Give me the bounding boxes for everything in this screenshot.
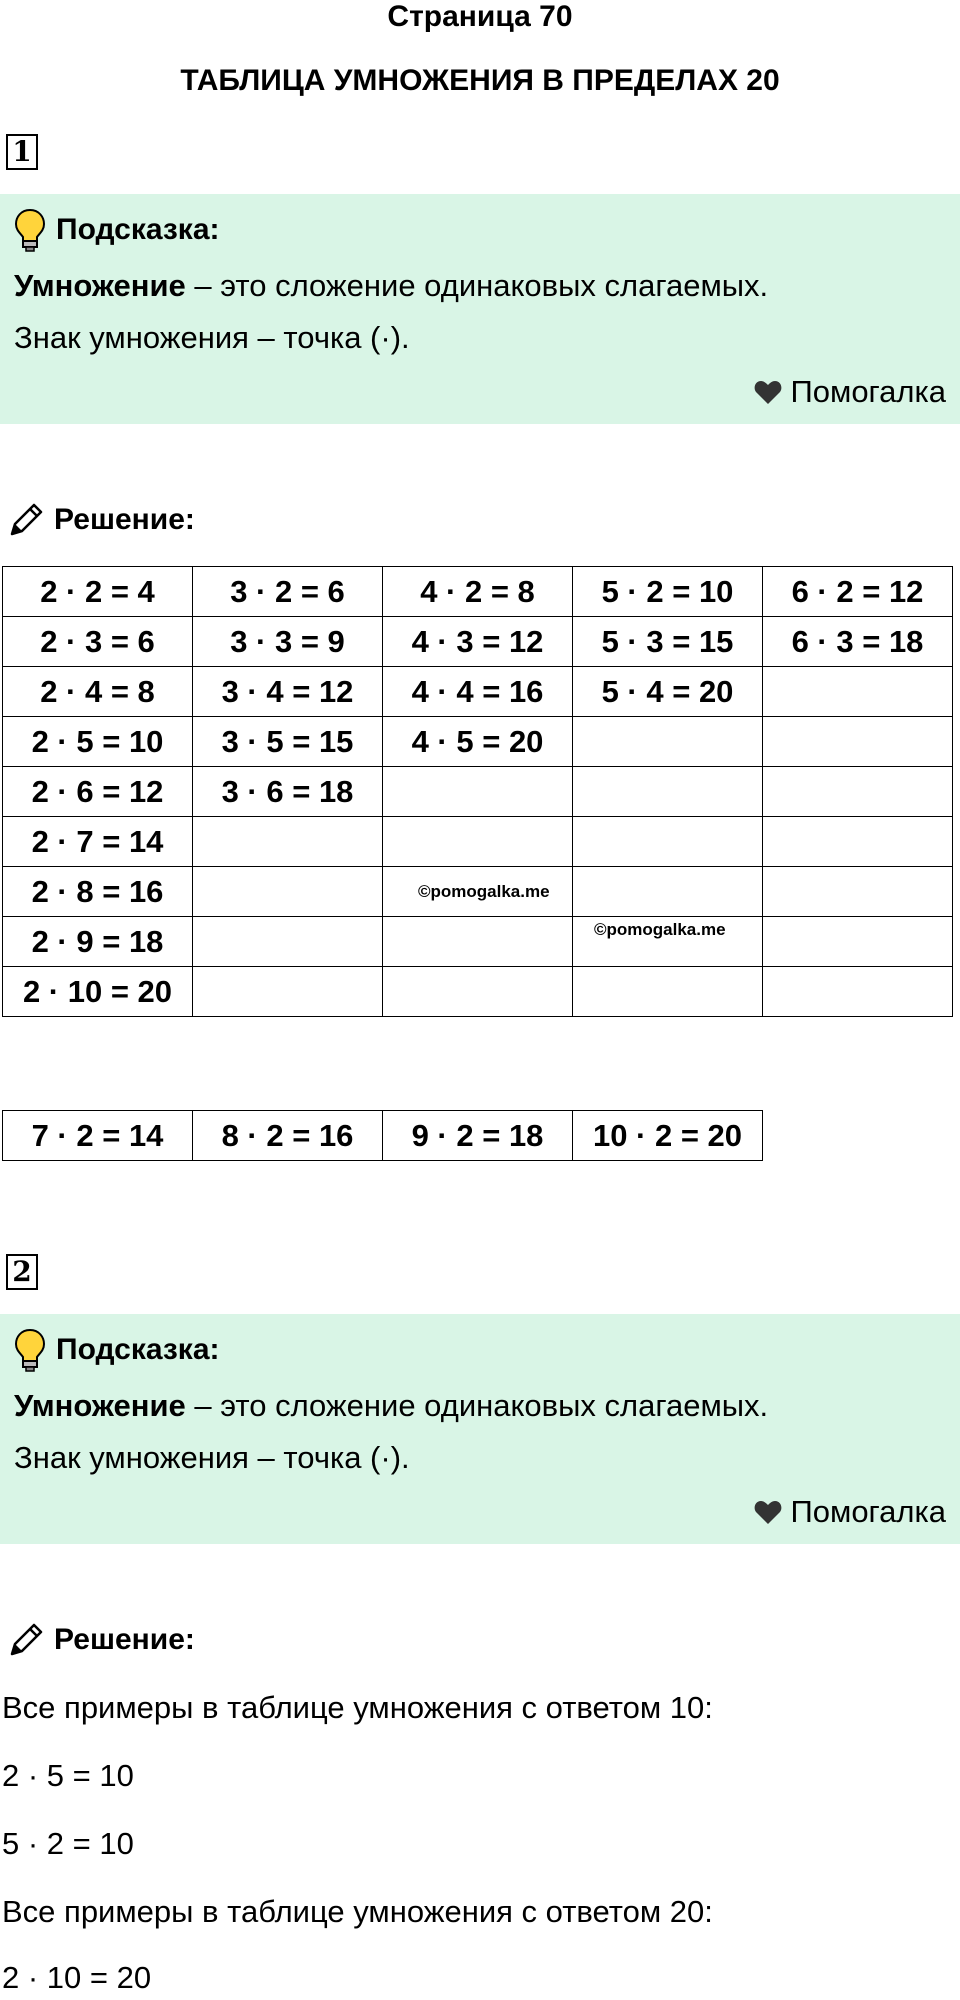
lightbulb-icon xyxy=(14,208,46,252)
hint-definition: – это сложение одинаковых слагаемых. xyxy=(185,1388,769,1423)
brand-name: Помогалка xyxy=(790,1494,946,1529)
table-cell: 2 · 7 = 14 xyxy=(3,817,193,867)
table-row xyxy=(3,1111,763,1161)
hint-line-1 xyxy=(14,266,768,306)
table-cell xyxy=(383,917,573,967)
table-cell: 7 · 2 = 14 xyxy=(3,1111,193,1161)
solution-text-20: Все примеры в таблице умножения с ответом 20: xyxy=(2,1894,713,1929)
table-cell xyxy=(573,817,763,867)
table-cell xyxy=(573,867,763,917)
hint-box-2 xyxy=(0,1314,960,1544)
table-row xyxy=(3,967,953,1017)
table-cell: 3 · 2 = 6 xyxy=(193,567,383,617)
solution-header-2 xyxy=(6,1618,195,1662)
solution-title: Решение: xyxy=(54,503,195,536)
table-cell xyxy=(763,967,953,1017)
table-row xyxy=(3,717,953,767)
table-cell: 5 · 3 = 15 xyxy=(573,617,763,667)
table-cell xyxy=(383,767,573,817)
pencil-icon xyxy=(6,1620,46,1660)
watermark: ©pomogalka.me xyxy=(418,882,550,901)
table-cell: 6 · 3 = 18 xyxy=(763,617,953,667)
brand-name: Помогалка xyxy=(790,374,946,409)
solution-text-10: Все примеры в таблице умножения с ответом 10: xyxy=(2,1690,713,1725)
table-cell: 5 · 4 = 20 xyxy=(573,667,763,717)
hint-line-1 xyxy=(14,1386,768,1426)
table-cell: 2 · 8 = 16 xyxy=(3,867,193,917)
page-title: Страница 70 xyxy=(387,0,573,33)
task-number-1: 1 xyxy=(6,134,38,170)
table-cell: 8 · 2 = 16 xyxy=(193,1111,383,1161)
table-cell: 3 · 5 = 15 xyxy=(193,717,383,767)
table-cell: 6 · 2 = 12 xyxy=(763,567,953,617)
table-cell: 2 · 2 = 4 xyxy=(3,567,193,617)
table-cell: 4 · 2 = 8 xyxy=(383,567,573,617)
table-row xyxy=(3,667,953,717)
hint-term: Умножение xyxy=(14,268,186,303)
heart-icon xyxy=(754,1499,782,1525)
hint-title: Подсказка: xyxy=(56,1333,220,1366)
example-line: 2 · 5 = 10 xyxy=(2,1758,134,1793)
table-cell xyxy=(763,817,953,867)
table-cell: 2 · 9 = 18 xyxy=(3,917,193,967)
table-cell: 4 · 4 = 16 xyxy=(383,667,573,717)
lightbulb-icon xyxy=(14,1328,46,1372)
table-row xyxy=(3,567,953,617)
example-line: 2 · 10 = 20 xyxy=(2,1960,152,1995)
hint-title: Подсказка: xyxy=(56,213,220,246)
table-cell xyxy=(193,867,383,917)
table-cell: 2 · 4 = 8 xyxy=(3,667,193,717)
table-cell: 2 · 6 = 12 xyxy=(3,767,193,817)
pencil-icon xyxy=(6,500,46,540)
table-cell: 2 · 5 = 10 xyxy=(3,717,193,767)
hint-term: Умножение xyxy=(14,1388,186,1423)
table-cell xyxy=(193,917,383,967)
heart-icon xyxy=(754,379,782,405)
watermark: ©pomogalka.me xyxy=(594,920,726,939)
extra-table xyxy=(2,1110,763,1161)
brand-label xyxy=(754,372,946,412)
table-row xyxy=(3,767,953,817)
table-cell: 2 · 3 = 6 xyxy=(3,617,193,667)
table-cell: 4 · 3 = 12 xyxy=(383,617,573,667)
table-cell xyxy=(193,817,383,867)
table-row xyxy=(3,917,953,967)
table-row xyxy=(3,817,953,867)
table-cell xyxy=(573,967,763,1017)
hint-line-2: Знак умножения – точка (·). xyxy=(14,320,410,355)
table-cell: 3 · 4 = 12 xyxy=(193,667,383,717)
table-cell: 2 · 10 = 20 xyxy=(3,967,193,1017)
solution-title: Решение: xyxy=(54,1623,195,1656)
table-cell xyxy=(193,967,383,1017)
table-cell xyxy=(763,717,953,767)
table-cell: 3 · 3 = 9 xyxy=(193,617,383,667)
example-line: 5 · 2 = 10 xyxy=(2,1826,134,1861)
table-cell: 9 · 2 = 18 xyxy=(383,1111,573,1161)
table-cell xyxy=(383,817,573,867)
table-cell: 3 · 6 = 18 xyxy=(193,767,383,817)
hint-box-1 xyxy=(0,194,960,424)
table-cell xyxy=(573,717,763,767)
table-cell xyxy=(573,767,763,817)
table-cell xyxy=(763,767,953,817)
table-cell xyxy=(383,967,573,1017)
table-cell xyxy=(763,867,953,917)
hint-header xyxy=(14,208,220,252)
hint-header xyxy=(14,1328,220,1372)
table-cell xyxy=(763,667,953,717)
table-cell: 4 · 5 = 20 xyxy=(383,717,573,767)
solution-header-1 xyxy=(6,498,195,542)
table-cell xyxy=(763,917,953,967)
table-row xyxy=(3,617,953,667)
page-subtitle: ТАБЛИЦА УМНОЖЕНИЯ В ПРЕДЕЛАХ 20 xyxy=(180,64,780,97)
multiplication-table xyxy=(2,566,953,1017)
hint-definition: – это сложение одинаковых слагаемых. xyxy=(185,268,769,303)
table-cell: 5 · 2 = 10 xyxy=(573,567,763,617)
brand-label xyxy=(754,1492,946,1532)
table-cell: 10 · 2 = 20 xyxy=(573,1111,763,1161)
hint-line-2: Знак умножения – точка (·). xyxy=(14,1440,410,1475)
task-number-2: 2 xyxy=(6,1254,38,1290)
